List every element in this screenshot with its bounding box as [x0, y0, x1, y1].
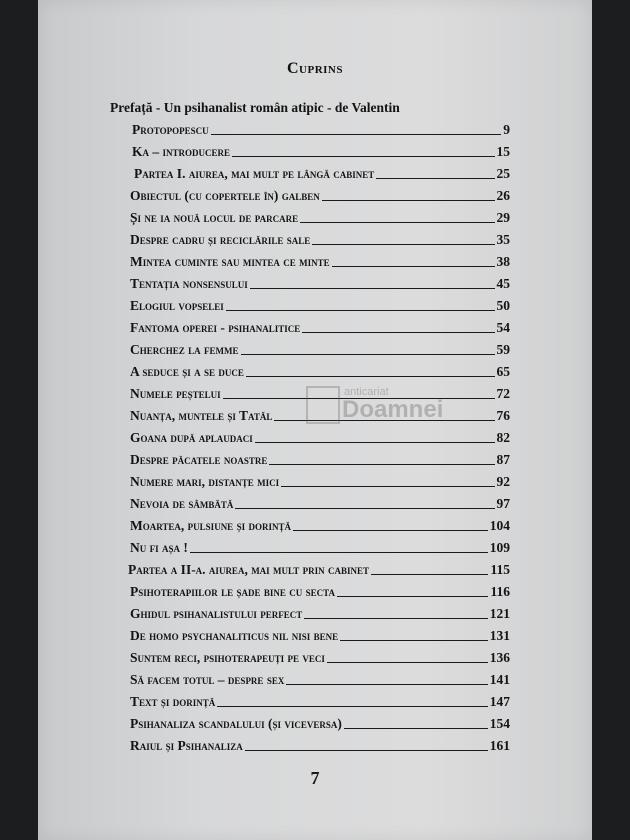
toc-entry	[130, 690, 510, 710]
toc-entry-label: Protopopescu	[132, 122, 209, 137]
toc-entry-page: 109	[489, 540, 510, 555]
watermark-logo	[306, 386, 444, 442]
toc-entry	[130, 448, 510, 468]
toc-entry	[132, 118, 510, 138]
toc-entry-label: Goana după aplaudaci	[130, 430, 253, 445]
toc-entry	[134, 162, 510, 182]
toc-entry-page: 38	[496, 254, 510, 269]
toc-leader-line	[376, 178, 494, 179]
toc-entry	[130, 272, 510, 292]
toc-entry-label: Prefață - Un psihanalist român atipic - de Valentin	[110, 100, 400, 115]
page-number: 7	[310, 768, 320, 788]
toc-entry-page: 136	[489, 650, 510, 665]
toc-entry-page: 161	[489, 738, 510, 753]
watermark-box-icon	[306, 386, 340, 424]
toc-entry	[130, 514, 510, 534]
toc-leader-line	[235, 508, 494, 509]
toc-entry-label: Despre păcatele noastre	[130, 452, 268, 467]
toc-entry-label: Partea I. aiurea, mai mult pe lângă cabinet	[134, 166, 375, 181]
toc-entry-label: Moartea, pulsiune și dorință	[130, 518, 291, 533]
toc-entry-page: 15	[496, 144, 510, 159]
toc-entry	[130, 316, 510, 336]
toc-entry-page: 26	[496, 188, 510, 203]
toc-entry-page: 76	[496, 408, 510, 423]
toc-leader-line	[226, 310, 495, 311]
toc-entry-label: Partea a II-a. aiurea, mai mult prin cabinet	[128, 562, 369, 577]
watermark-line1: anticariat	[344, 386, 389, 398]
toc-entry	[130, 206, 510, 226]
toc-entry-page: 82	[496, 430, 510, 445]
toc-entry-label: De homo psychanaliticus nil nisi bene	[130, 628, 339, 643]
toc-entry-label: Fantoma operei - psihanalitice	[130, 320, 301, 335]
toc-entry	[130, 646, 510, 666]
toc-entry	[132, 140, 510, 160]
toc-entry	[130, 360, 510, 380]
toc-entry-page: 29	[496, 210, 510, 225]
toc-leader-line	[304, 618, 487, 619]
toc-entry	[128, 558, 510, 578]
toc-entry-label: Nu fi așa !	[130, 540, 188, 555]
toc-leader-line	[332, 266, 495, 267]
toc-entry-page: 35	[496, 232, 510, 247]
toc-leader-line	[300, 222, 494, 223]
toc-leader-line	[217, 706, 487, 707]
toc-entry-label: Nevoia de sâmbătă	[130, 496, 234, 511]
toc-leader-line	[293, 530, 488, 531]
toc-entry-label: Să facem totul – despre sex	[130, 672, 285, 687]
toc-entry-label: Și ne ia nouă locul de parcare	[130, 210, 299, 225]
toc-leader-line	[281, 486, 494, 487]
toc-entry-page: 116	[490, 584, 510, 599]
toc-entry	[130, 492, 510, 512]
toc-entry-page: 9	[503, 122, 510, 137]
toc-leader-line	[312, 244, 494, 245]
toc-leader-line	[371, 574, 488, 575]
toc-leader-line	[344, 728, 488, 729]
toc-entry-page: 115	[490, 562, 510, 577]
toc-leader-line	[340, 640, 488, 641]
toc-entry-label: Numele peștelui	[130, 386, 221, 401]
toc-entry	[130, 602, 510, 622]
toc-entry	[130, 294, 510, 314]
toc-leader-line	[302, 332, 494, 333]
watermark-line2: Doamnei	[342, 396, 444, 423]
toc-entry-label: A seduce și a se duce	[130, 364, 244, 379]
toc-entry-page: 25	[496, 166, 510, 181]
toc-entry	[130, 536, 510, 556]
toc-entry-page: 59	[496, 342, 510, 357]
toc-leader-line	[241, 354, 495, 355]
toc-entry-label: Elogiul vopselei	[130, 298, 224, 313]
toc-entry	[130, 470, 510, 490]
toc-entry-page: 104	[489, 518, 510, 533]
toc-entry-label: Ghidul psihanalistului perfect	[130, 606, 303, 621]
toc-entry-page: 87	[496, 452, 510, 467]
toc-entry	[130, 734, 510, 754]
toc-entry	[130, 338, 510, 358]
toc-entry-page: 45	[496, 276, 510, 291]
toc-entry-page: 97	[496, 496, 510, 511]
toc-entry-page: 154	[489, 716, 510, 731]
toc-leader-line	[250, 288, 495, 289]
toc-leader-line	[337, 596, 488, 597]
toc-entry-label: Psihoterapiilor le șade bine cu secta	[130, 584, 336, 599]
toc-leader-line	[269, 464, 494, 465]
toc-entry	[110, 96, 508, 116]
toc-entry-page: 147	[489, 694, 510, 709]
toc-leader-line	[246, 376, 495, 377]
toc-entry-page: 72	[496, 386, 510, 401]
toc-leader-line	[211, 134, 502, 135]
toc-entry-label: Mintea cuminte sau mintea ce minte	[130, 254, 330, 269]
toc-entry	[130, 712, 510, 732]
toc-entry-label: Tentația nonsensului	[130, 276, 248, 291]
toc-entry-page: 65	[496, 364, 510, 379]
toc-entry-page: 92	[496, 474, 510, 489]
toc-leader-line	[327, 662, 488, 663]
toc-entry	[130, 624, 510, 644]
toc-leader-line	[286, 684, 487, 685]
toc-entry-label: Ka – introducere	[132, 144, 231, 159]
toc-entry-page: 54	[496, 320, 510, 335]
toc-entry-label: Nuanța, muntele și Tatăl	[130, 408, 273, 423]
toc-entry-page: 50	[496, 298, 510, 313]
toc-entry	[130, 228, 510, 248]
toc-entry-label: Cherchez la femme	[130, 342, 239, 357]
toc-leader-line	[190, 552, 488, 553]
toc-entry-label: Obiectul (cu copertele în) galben	[130, 188, 320, 203]
toc-entry-page: 131	[489, 628, 510, 643]
toc-leader-line	[322, 200, 495, 201]
page-title: Cuprins	[286, 60, 343, 77]
toc-entry	[130, 250, 510, 270]
toc-entry	[130, 580, 510, 600]
toc-entry-label: Text și dorință	[130, 694, 216, 709]
toc-entry-label: Psihanaliza scandalului (și viceversa)	[130, 716, 342, 731]
toc-entry-label: Raiul și Psihanaliza	[130, 738, 243, 753]
toc-entry	[130, 668, 510, 688]
toc-entry-page: 121	[489, 606, 510, 621]
toc-entry-page: 141	[489, 672, 510, 687]
toc-entry	[130, 184, 510, 204]
toc-entry-label: Numere mari, distanțe mici	[130, 474, 280, 489]
toc-leader-line	[232, 156, 494, 157]
toc-entry-label: Despre cadru și reciclările sale	[130, 232, 311, 247]
toc-leader-line	[255, 442, 495, 443]
book-page	[38, 0, 592, 840]
toc-leader-line	[245, 750, 488, 751]
toc-entry-label: Suntem reci, psihoterapeuți pe veci	[130, 650, 325, 665]
